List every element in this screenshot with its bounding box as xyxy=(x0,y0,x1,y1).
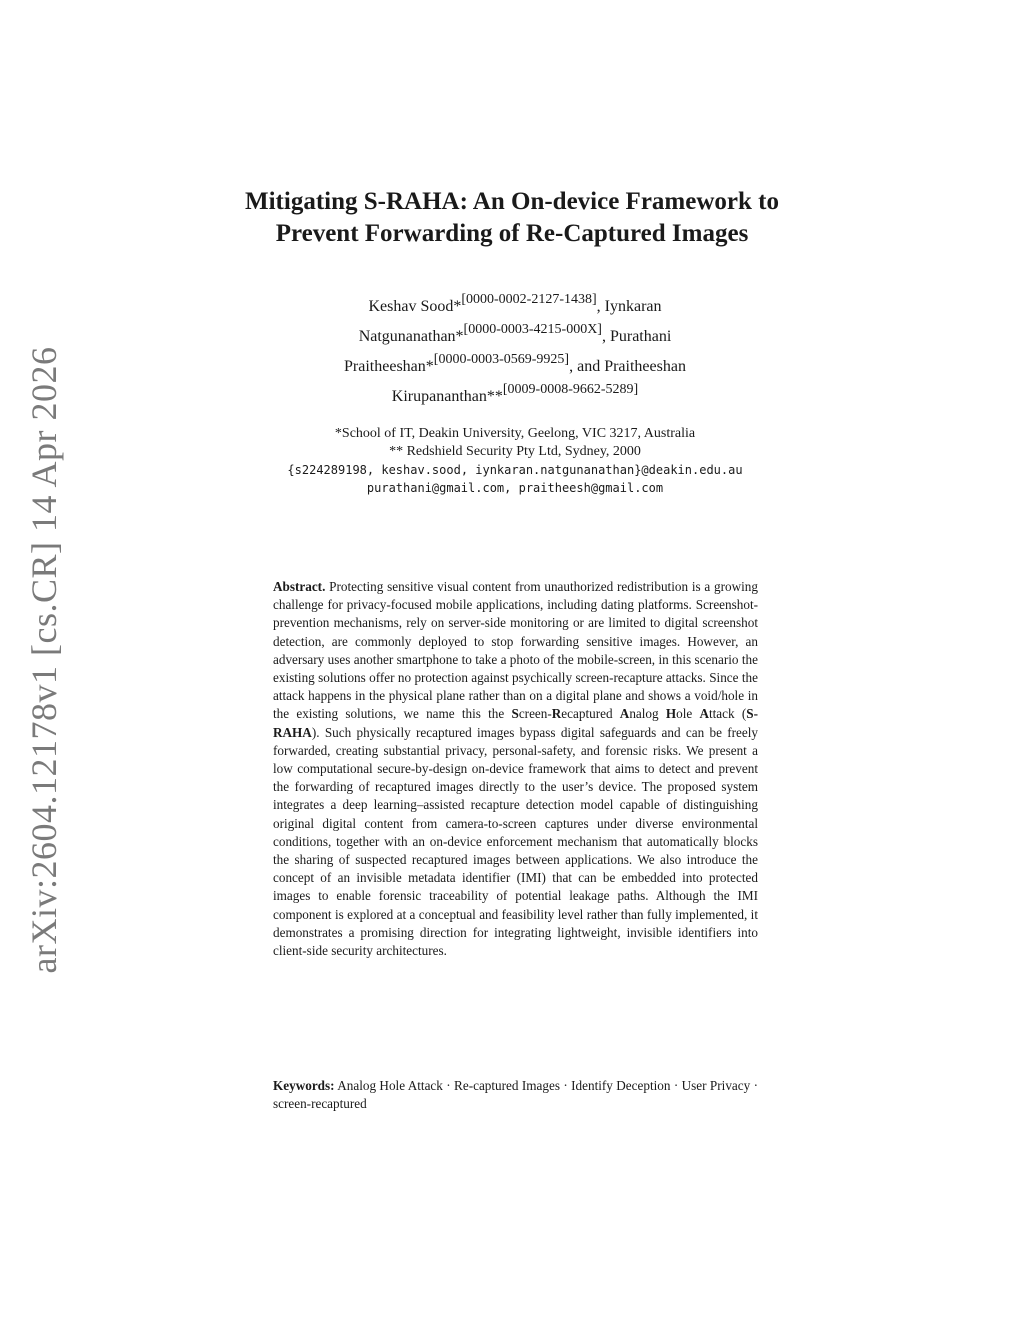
abstract-text-part-2: ). Such physically recaptured images bypass digital safeguards and can be freely forwarded, creating substantial privacy, personal-safety, and forensic risks. We present a low computational secure-by-design on-device framework that aims to detect and prevent the forwarding of recaptured images directly to the user’s device. The proposed system integrates a deep learning–assisted recapture detection model capable of distinguishing original digital content from camera-to-screen captures under diverse environmental conditions, together with an on-device enforcement mechanism that automatically blocks the sharing of suspected recaptured images between applications. We also introduce the concept of an invisible metadata identifier (IMI) that can be embedded into protected images to enable forensic traceability of potential leakage paths. Although the IMI component is explored at a conceptual and feasibility level rather than fully implemented, it demonstrates a promising direction for integrating lightweight, invisible identifiers into client-side security architectures. xyxy=(273,724,758,959)
affiliations xyxy=(0,425,1024,497)
author-list xyxy=(0,292,1024,412)
acronym-word: ttack xyxy=(708,706,735,722)
orcid-id: [0009-0008-9662-5289] xyxy=(502,382,639,397)
orcid-id: [0000-0002-2127-1438] xyxy=(461,292,597,307)
orcid-id: [0000-0003-0569-9925] xyxy=(433,352,570,367)
acronym-word: ecaptured xyxy=(561,706,620,722)
affiliation-company: ** Redshield Security Pty Ltd, Sydney, 2000 xyxy=(389,444,641,459)
acronym-letter: A xyxy=(699,706,709,722)
author-separator: , and Praitheeshan xyxy=(569,358,686,375)
author-line-1 xyxy=(0,292,1024,322)
author-separator: , Purathani xyxy=(601,328,672,345)
title-line-1: Mitigating S-RAHA: An On-device Framework to xyxy=(245,188,779,215)
acronym-term: S-RAHA xyxy=(273,706,758,740)
acronym-word: ole xyxy=(676,706,700,722)
author-line-2 xyxy=(0,322,1024,352)
title-line-2: Prevent Forwarding of Re-Captured Images xyxy=(275,220,749,247)
author-name: Praitheeshan* xyxy=(344,358,434,375)
acronym-word: nalog xyxy=(629,706,666,722)
acronym-letter: A xyxy=(619,706,630,722)
acronym-letter: H xyxy=(665,706,677,722)
acronym-letter: S xyxy=(511,706,519,722)
keywords-text: Analog Hole Attack · Re-captured Images · Identify Deception · User Privacy · screen-recaptured xyxy=(273,1078,758,1112)
author-line-3 xyxy=(0,352,1024,382)
email-line-1: {s224289198, keshav.sood, iynkaran.natgunanathan}@deakin.edu.au xyxy=(287,463,743,477)
author-name: Kirupananthan** xyxy=(391,388,503,405)
abstract-label: Abstract. xyxy=(273,579,326,594)
acronym-word: creen- xyxy=(518,706,552,722)
orcid-id: [0000-0003-4215-000X] xyxy=(463,322,602,337)
abstract-text-part-1: Protecting sensitive visual content from unauthorized redistribution is a growing challenge for privacy-focused mobile applications, including dating platforms. Screenshot-prevention mechanisms, rely on server-side monitoring or are limited to digital screenshot detection, are commonly deployed to stop forwarding sensitive images. However, an adversary uses another smartphone to take a photo of the mobile-screen, in this scenario the existing solutions offer no protection against psychically screen-recapture attacks. Since the attack happens in the physical plane rather than on a digital plane and shows a void/hole in the existing solutions, we name this the xyxy=(273,579,758,722)
paren-open: ( xyxy=(734,706,747,722)
affiliation-school: *School of IT, Deakin University, Geelong, VIC 3217, Australia xyxy=(334,426,696,441)
author-name: Natgunanathan* xyxy=(358,328,464,345)
abstract xyxy=(273,578,758,960)
author-name: Keshav Sood* xyxy=(368,298,462,315)
email-line-2: purathani@gmail.com, praitheesh@gmail.com xyxy=(366,481,664,495)
arxiv-identifier: arXiv:2604.12178v1 [cs.CR] 14 Apr 2026 xyxy=(24,346,64,974)
keywords-label: Keywords: xyxy=(273,1078,335,1093)
paper-title xyxy=(0,186,1024,250)
author-separator: , Iynkaran xyxy=(596,298,662,315)
acronym-letter: R xyxy=(551,706,562,722)
keywords xyxy=(273,1077,758,1113)
author-line-4 xyxy=(0,382,1024,412)
